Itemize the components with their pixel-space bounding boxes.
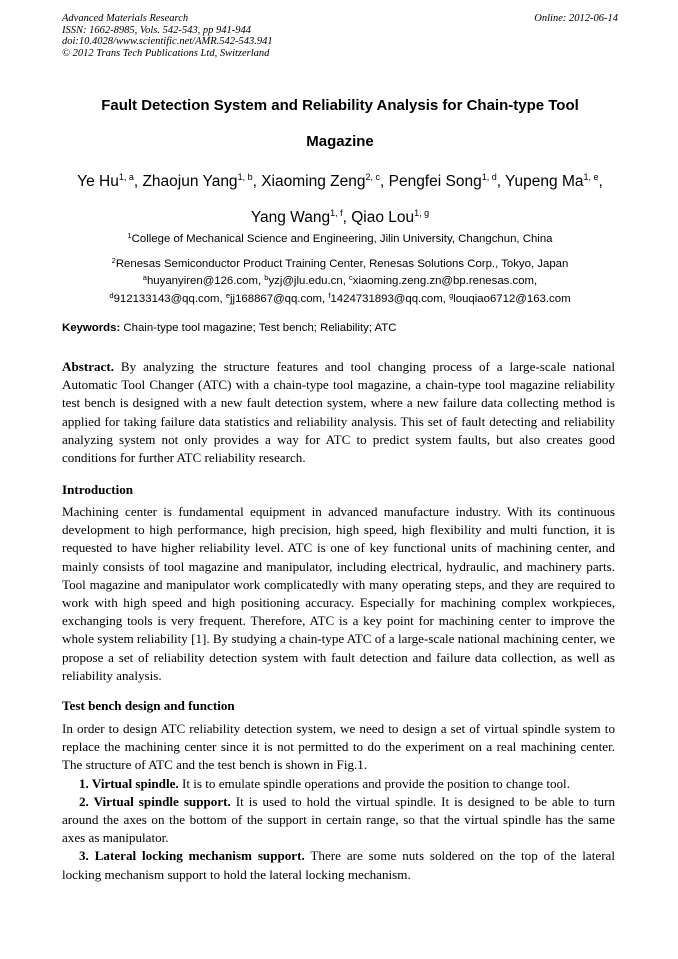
test-bench-intro: In order to design ATC reliability detection system, we need to design a set of virtual spindle system to replace the machining center since it is not permitted to do the experiment on a real machining center. The structure of ATC and the test bench is shown in Fig.1. <box>62 721 615 773</box>
email-line-1 <box>52 273 628 290</box>
list-item <box>62 793 615 848</box>
abstract <box>62 358 615 467</box>
email-link[interactable]: 1424731893@qq.com, <box>330 293 450 305</box>
author-name: Yupeng Ma <box>505 173 584 190</box>
introduction-text: Machining center is fundamental equipment in advanced manufacture industry. With its continuous development to high performance, high precision, high speed, high flexibility and multi function, it is requested to have higher reliability level. ATC is one of key functional units of machining center, and mainly consists of tool magazine and manipulator, including electrical, hydraulic, and machinery parts. Tool magazine and manipulator work complicatedly with many operating steps, and they are required to work with high speed and high positioning accuracy. Especially for machining complex workpieces, exchanging tools is very frequent. Therefore, ATC is a key point for machining center to improve the whole system reliability [1]. By studying a chain-type ATC of a large-scale national machining center, we propose a set of reliability detection system with fault detection and failure data collection, as well as reliability analysis. <box>62 504 616 683</box>
author-sup: 1, f <box>330 208 343 218</box>
affiliation-text: Renesas Semiconductor Product Training Center, Renesas Solutions Corp., Tokyo, Japan <box>115 258 569 270</box>
item-text: It is to emulate spindle operations and provide the position to change tool. <box>178 775 570 791</box>
test-bench-body <box>62 720 615 884</box>
author-sup: 1, g <box>414 208 430 218</box>
email-sup: e <box>225 291 231 300</box>
keywords-label: Keywords: <box>62 322 121 334</box>
email-sup: d <box>109 291 114 300</box>
email-sup: c <box>349 273 353 282</box>
affiliation-text: College of Mechanical Science and Engineering, Jilin University, Changchun, China <box>131 233 553 245</box>
list-item <box>62 847 615 883</box>
test-bench-heading: Test bench design and function <box>62 698 235 713</box>
email-link[interactable]: jj168867@qq.com, <box>230 293 329 305</box>
item-label: 3. Lateral locking mechanism support. <box>79 848 305 864</box>
affiliation-sup: 2 <box>111 256 116 265</box>
abstract-label: Abstract. <box>62 359 114 374</box>
author-name: Yang Wang <box>250 209 331 226</box>
journal-header <box>62 13 618 59</box>
author-sup: 1, b <box>237 172 253 182</box>
journal-issn: ISSN: 1662-8985, Vols. 542-543, pp 941-944 <box>62 24 251 36</box>
author-sup: 1, e <box>583 172 599 182</box>
email-link[interactable]: 912133143@qq.com, <box>113 293 226 305</box>
email-sup: g <box>449 291 454 300</box>
affiliation-2 <box>52 256 628 273</box>
author-name: Zhaojun Yang <box>142 173 238 190</box>
affiliation-1 <box>52 231 628 248</box>
journal-copyright: © 2012 Trans Tech Publications Ltd, Switzerland <box>62 47 270 59</box>
keywords <box>62 322 618 334</box>
author-name: Qiao Lou <box>351 209 415 226</box>
abstract-text: By analyzing the structure features and tool changing process of a large-scale national Automatic Tool Changer (ATC) with a chain-type tool magazine, a chain-type tool magazine reliability test bench is designed with a new fault detection system, where a new failure data collecting method is applied for taking failure data statistics and reliability analysis. This set of fault detecting and reliability analyzing system not only provides a way for ATC to predict system faults, but also creates good conditions for further ATC reliability research. <box>62 359 615 466</box>
author-sup: 2, c <box>365 172 380 182</box>
author-name: Xiaoming Zeng <box>261 173 366 190</box>
journal-name: Advanced Materials Research <box>62 13 189 24</box>
email-sup: f <box>328 291 331 300</box>
item-label: 1. Virtual spindle. <box>79 775 179 791</box>
email-link[interactable]: huyanyiren@126.com, <box>146 275 265 287</box>
title-line-2: Magazine <box>306 133 374 150</box>
email-sup: a <box>142 273 147 282</box>
keywords-text: Chain-type tool magazine; Test bench; Reliability; ATC <box>120 322 397 334</box>
email-sup: b <box>264 273 269 282</box>
online-date: Online: 2012-06-14 <box>534 13 618 24</box>
email-link[interactable]: xiaoming.zeng.zn@bp.renesas.com, <box>352 275 538 287</box>
email-link[interactable]: yzj@jlu.edu.cn, <box>268 275 350 287</box>
author-name: Ye Hu <box>77 173 119 190</box>
title-line-1: Fault Detection System and Reliability Analysis for Chain-type Tool <box>101 97 579 114</box>
item-text: There are some nuts soldered on the top of the lateral locking mechanism support to hold the lateral locking mechanism. <box>62 848 615 882</box>
introduction-heading: Introduction <box>62 482 134 497</box>
affiliation-sup: 1 <box>127 231 132 240</box>
author-line-1: Ye Hu$^{1, a}$, Zhaojun Yang$^{1, b}$, Xiaoming Zeng$^{2, c}$, Pengfei Song$^{1, d}$, Yupeng Ma$^{1, e}$, <box>77 172 603 190</box>
author-line-2: Yang Wang$^{1, f}$, Qiao Lou$^{1, g}$ <box>250 208 430 226</box>
journal-doi: doi:10.4028/www.scientific.net/AMR.542-543.941 <box>62 36 273 48</box>
paper-title <box>62 88 618 160</box>
author-sup: 1, d <box>481 172 497 182</box>
email-line-2 <box>52 291 628 308</box>
author-name: Pengfei Song <box>388 173 482 190</box>
author-sup: 1, a <box>118 172 134 182</box>
list-item <box>62 775 615 793</box>
author-list <box>52 164 628 236</box>
item-text: It is used to hold the virtual spindle. It is designed to be able to turn around the axes on the bottom of the support in certain range, so that the virtual spindle has the same axes as manipulator. <box>62 793 615 846</box>
email-link[interactable]: louqiao6712@163.com <box>453 293 571 305</box>
introduction-body <box>62 503 615 685</box>
item-label: 2. Virtual spindle support. <box>79 793 231 809</box>
